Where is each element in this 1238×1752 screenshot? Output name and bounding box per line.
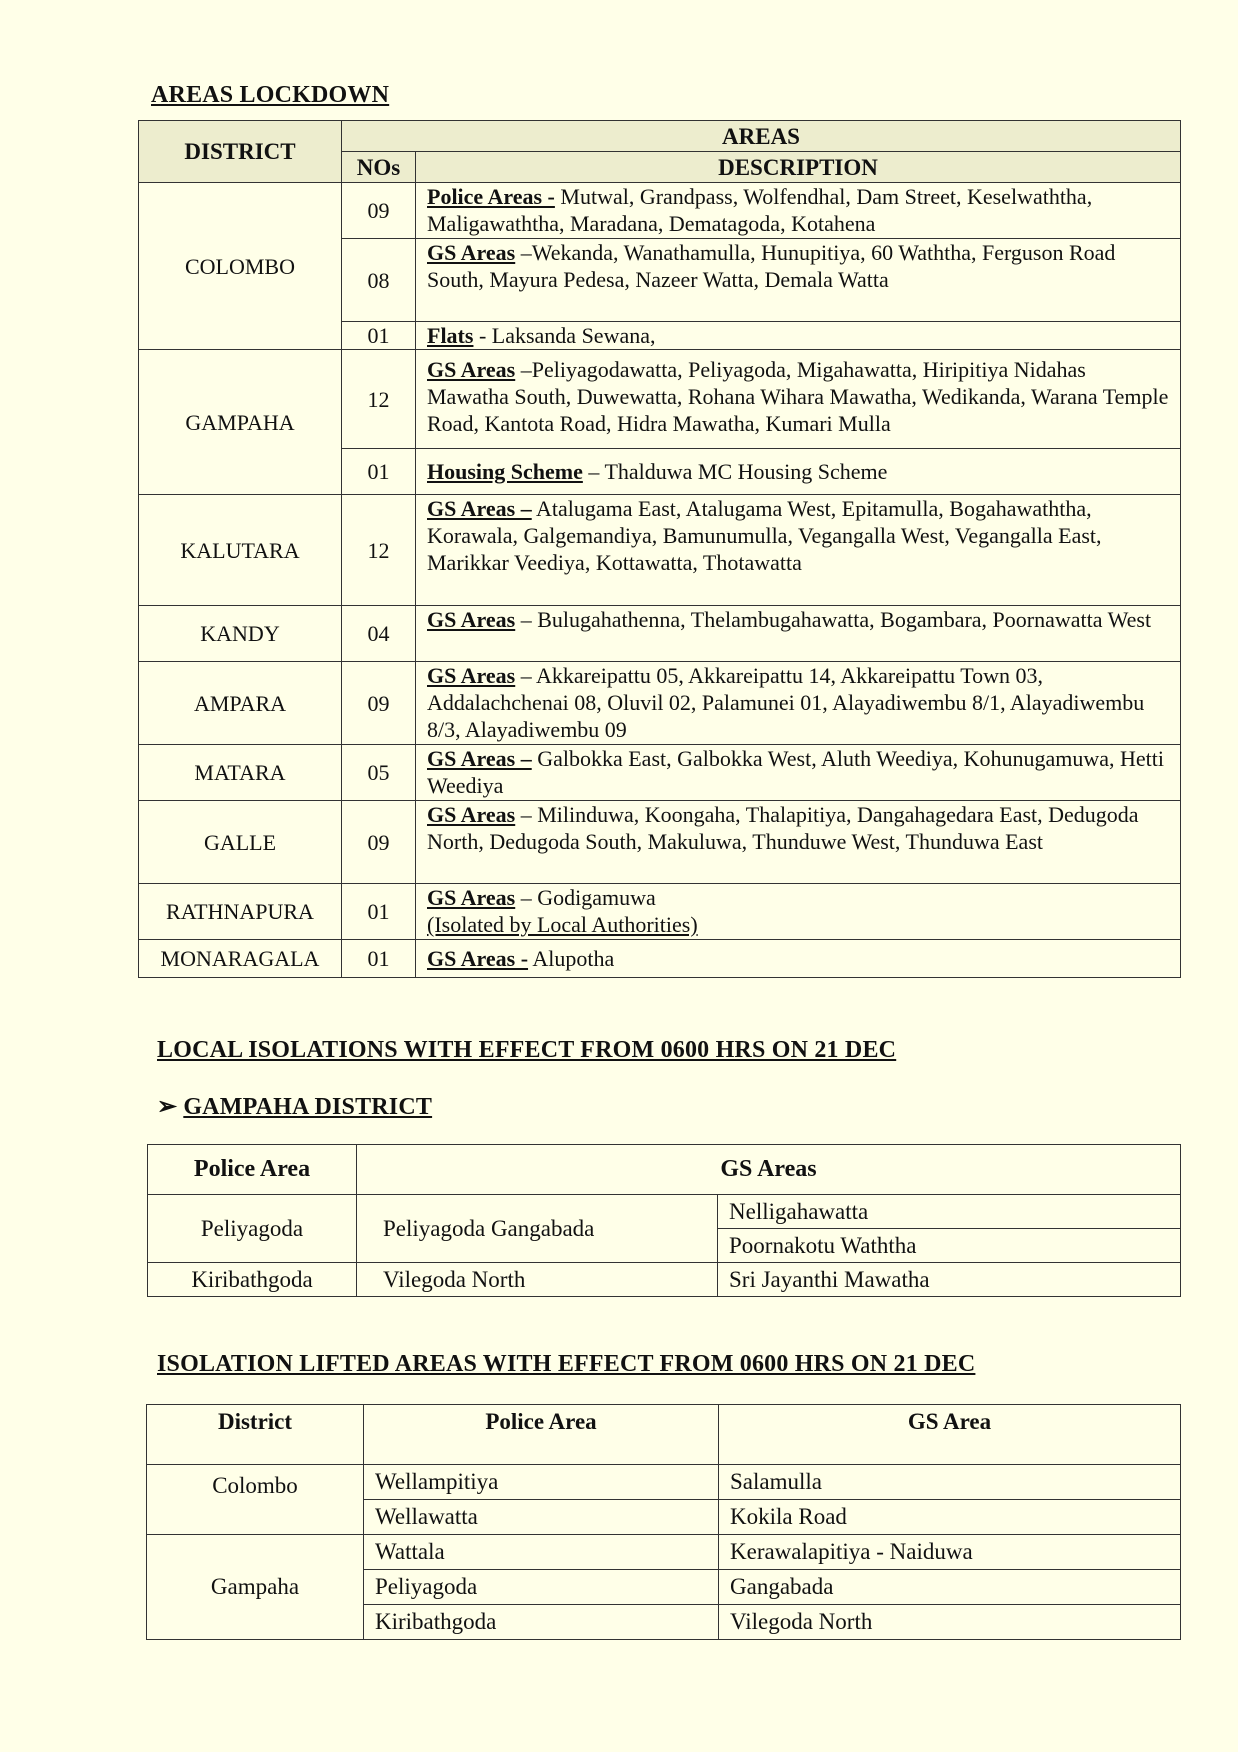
area-type-label: GS Areas – [427, 496, 532, 521]
area-type-label: GS Areas [427, 802, 516, 827]
nos-cell: 01 [342, 449, 416, 495]
area-list: – Bulugahathenna, Thelambugahawatta, Bogambara, Poornawatta West [515, 607, 1152, 632]
gs-subarea-cell: Poornakotu Waththa [718, 1229, 1181, 1263]
area-list: – Thalduwa MC Housing Scheme [582, 459, 888, 484]
gs-area-cell: Kerawalapitiya - Naiduwa [719, 1535, 1181, 1570]
description-cell [416, 449, 1181, 495]
district-cell: COLOMBO [139, 183, 342, 350]
area-list: –Wekanda, Wanathamulla, Hunupitiya, 60 Waththa, Ferguson Road South, Mayura Pedesa, Nazeer Watta, Demala Watta [427, 240, 1116, 292]
description-cell [416, 884, 1181, 940]
district-cell: MATARA [139, 745, 342, 801]
area-list: Alupotha [528, 946, 615, 971]
nos-cell: 09 [342, 662, 416, 745]
gs-area-cell: Vilegoda North [719, 1605, 1181, 1640]
district-cell: KALUTARA [139, 495, 342, 606]
nos-cell: 04 [342, 606, 416, 662]
area-type-label: GS Areas – [427, 746, 532, 771]
area-type-label: Police Areas - [427, 184, 555, 209]
nos-cell: 12 [342, 495, 416, 606]
district-cell: MONARAGALA [139, 940, 342, 978]
area-list: Galbokka East, Galbokka West, Aluth Weediya, Kohunugamuwa, Hetti Weediya [427, 746, 1165, 798]
police-area-header: Police Area [364, 1405, 719, 1465]
police-area-cell: Wattala [364, 1535, 719, 1570]
gs-area-cell: Gangabada [719, 1570, 1181, 1605]
police-area-cell: Peliyagoda [148, 1195, 357, 1263]
police-area-cell: Peliyagoda [364, 1570, 719, 1605]
district-header: DISTRICT [139, 121, 342, 183]
gs-subarea-cell: Sri Jayanthi Mawatha [718, 1263, 1181, 1297]
district-cell: AMPARA [139, 662, 342, 745]
description-cell [416, 745, 1181, 801]
district-cell: Gampaha [147, 1535, 364, 1640]
description-cell [416, 662, 1181, 745]
district-cell: GALLE [139, 801, 342, 884]
police-area-header: Police Area [148, 1145, 357, 1195]
nos-header: NOs [342, 152, 416, 183]
nos-cell: 09 [342, 183, 416, 239]
local-isolations-heading: LOCAL ISOLATIONS WITH EFFECT FROM 0600 HRS ON 21 DEC [157, 1037, 897, 1063]
police-area-cell: Wellampitiya [364, 1465, 719, 1500]
gs-area-cell: Vilegoda North [357, 1263, 718, 1297]
gs-subarea-cell: Nelligahawatta [718, 1195, 1181, 1229]
gs-area-cell: Salamulla [719, 1465, 1181, 1500]
areas-lockdown-table [138, 120, 1181, 978]
gs-area-header: GS Area [719, 1405, 1181, 1465]
area-list: – Akkareipattu 05, Akkareipattu 14, Akkareipattu Town 03, Addalachchenai 08, Oluvil 02, Palamunei 01, Alayadiwembu 8/1, Alayadiwembu 8/3, Alayadiwembu 09 [427, 663, 1145, 742]
local-isolations-table [147, 1144, 1181, 1297]
district-cell: GAMPAHA [139, 350, 342, 495]
area-type-label: GS Areas [427, 357, 516, 382]
area-type-label: GS Areas [427, 240, 516, 265]
isolation-lifted-heading: ISOLATION LIFTED AREAS WITH EFFECT FROM 0600 HRS ON 21 DEC [157, 1351, 976, 1377]
arrow-bullet-icon: ➢ [157, 1094, 178, 1120]
nos-cell: 01 [342, 884, 416, 940]
area-list: - Laksanda Sewana, [473, 323, 656, 348]
gs-areas-header: GS Areas [357, 1145, 1181, 1195]
nos-cell: 01 [342, 322, 416, 350]
description-cell [416, 801, 1181, 884]
nos-cell: 05 [342, 745, 416, 801]
description-cell [416, 940, 1181, 978]
area-type-label: GS Areas [427, 607, 516, 632]
gs-area-cell: Peliyagoda Gangabada [357, 1195, 718, 1263]
police-area-cell: Wellawatta [364, 1500, 719, 1535]
description-cell [416, 495, 1181, 606]
nos-cell: 01 [342, 940, 416, 978]
nos-cell: 12 [342, 350, 416, 449]
gampaha-district-subheading: ➢ GAMPAHA DISTRICT [157, 1094, 433, 1120]
isolation-note: (Isolated by Local Authorities) [427, 912, 698, 937]
area-list: Mutwal, Grandpass, Wolfendhal, Dam Street, Keselwaththa, Maligawaththa, Maradana, Dematagoda, Kotahena [427, 184, 1093, 236]
nos-cell: 08 [342, 239, 416, 322]
gs-area-cell: Kokila Road [719, 1500, 1181, 1535]
district-cell: KANDY [139, 606, 342, 662]
description-cell [416, 239, 1181, 322]
areas-header: AREAS [342, 121, 1181, 152]
area-type-label: GS Areas [427, 663, 516, 688]
description-header: DESCRIPTION [416, 152, 1181, 183]
district-header: District [147, 1405, 364, 1465]
description-cell [416, 322, 1181, 350]
area-type-label: Flats [427, 323, 474, 348]
district-cell: RATHNAPURA [139, 884, 342, 940]
nos-cell: 09 [342, 801, 416, 884]
police-area-cell: Kiribathgoda [364, 1605, 719, 1640]
area-list: – Godigamuwa [515, 885, 656, 910]
area-list: Atalugama East, Atalugama West, Epitamulla, Bogahawaththa, Korawala, Galgemandiya, Bamunumulla, Vegangalla West, Vegangalla East, Marikkar Veediya, Kottawatta, Thotawatta [427, 496, 1102, 575]
areas-lockdown-heading: AREAS LOCKDOWN [151, 82, 390, 108]
area-type-label: GS Areas [427, 885, 516, 910]
description-cell [416, 183, 1181, 239]
district-cell: Colombo [147, 1465, 364, 1535]
description-cell [416, 350, 1181, 449]
area-type-label: GS Areas - [427, 946, 529, 971]
area-list: –Peliyagodawatta, Peliyagoda, Migahawatta, Hiripitiya Nidahas Mawatha South, Duwewatta, Rohana Wihara Mawatha, Wedikanda, Warana Temple Road, Kantota Road, Hidra Mawatha, Kumari Mulla [427, 357, 1169, 436]
area-list: – Milinduwa, Koongaha, Thalapitiya, Dangahagedara East, Dedugoda North, Dedugoda South, Makuluwa, Thunduwe West, Thunduwa East [427, 802, 1139, 854]
description-cell [416, 606, 1181, 662]
isolation-lifted-table [146, 1404, 1181, 1640]
police-area-cell: Kiribathgoda [148, 1263, 357, 1297]
area-type-label: Housing Scheme [427, 459, 583, 484]
